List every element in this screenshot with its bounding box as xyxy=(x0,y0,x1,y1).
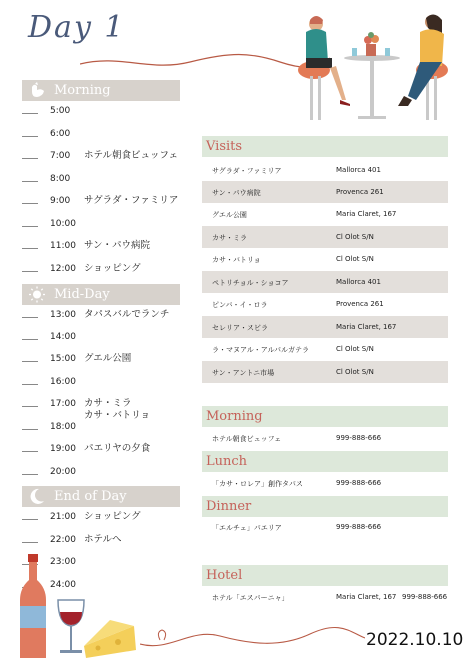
wine-cheese-illustration xyxy=(14,554,138,660)
time-row xyxy=(22,373,192,395)
hotel-name: ホテル「エスパーニャ」 xyxy=(212,594,289,602)
meal-row xyxy=(202,427,448,449)
time-label: 13:00 xyxy=(50,310,76,320)
activity-label: ホテルへ xyxy=(84,534,122,545)
time-row xyxy=(22,328,192,350)
meal-header-lunch: Lunch xyxy=(202,451,448,472)
visit-row xyxy=(202,181,448,203)
time-label: 8:00 xyxy=(50,174,71,184)
visit-address: Cl Olot S/N xyxy=(336,368,374,376)
time-label: 24:00 xyxy=(50,580,76,590)
time-row xyxy=(22,440,192,462)
moon-icon xyxy=(28,488,46,505)
time-label: 21:00 xyxy=(50,512,76,522)
time-label: 11:00 xyxy=(50,241,76,251)
visit-row xyxy=(202,226,448,248)
time-label: 9:00 xyxy=(50,196,71,206)
meal-header-morning: Morning xyxy=(202,406,448,427)
visit-address: Cl Olot S/N xyxy=(336,233,374,241)
section-label: Mid-Day xyxy=(54,287,110,302)
visit-row xyxy=(202,248,448,270)
visit-name: ペトリチョル・ショコア xyxy=(212,279,289,287)
activity-label: グエル公園 xyxy=(84,353,132,364)
meal-row xyxy=(202,472,448,494)
activity-label: ショッピング xyxy=(84,511,141,522)
meal-name: ホテル朝食ビュッフェ xyxy=(212,435,282,443)
time-row xyxy=(22,102,192,124)
time-row xyxy=(22,215,192,237)
cafe-illustration xyxy=(292,14,454,124)
visit-name: ピンバ・イ・ロラ xyxy=(212,301,268,309)
meal-row xyxy=(202,516,448,538)
visit-row xyxy=(202,316,448,338)
visit-row xyxy=(202,271,448,293)
time-label: 7:00 xyxy=(50,151,71,161)
section-header-midday xyxy=(22,284,180,305)
visit-address: Mallorca 401 xyxy=(336,278,381,286)
time-row xyxy=(22,306,192,328)
time-label: 18:00 xyxy=(50,422,76,432)
time-row xyxy=(22,531,192,553)
visit-address: Mallorca 401 xyxy=(336,166,381,174)
meal-name: 「エルチェ」パエリア xyxy=(212,524,282,532)
meal-phone: 999-888-666 xyxy=(336,479,382,487)
hotel-address: Maria Claret, 167 xyxy=(336,593,397,601)
visits-header: Visits xyxy=(202,136,448,157)
time-label: 19:00 xyxy=(50,444,76,454)
activity-label: サン・パウ病院 xyxy=(84,240,151,251)
time-label: 23:00 xyxy=(50,557,76,567)
visit-row xyxy=(202,361,448,383)
visit-name: サン・アントニ市場 xyxy=(212,369,275,377)
sun-icon xyxy=(28,286,46,303)
meal-name: 「カサ・ロレア」創作タパス xyxy=(212,480,303,488)
activity-label: サグラダ・ファミリア xyxy=(84,195,179,206)
time-row xyxy=(22,395,192,419)
meal-phone: 999-888-666 xyxy=(336,434,382,442)
time-row xyxy=(22,350,192,372)
visit-address: Maria Claret, 167 xyxy=(336,323,397,331)
visit-row xyxy=(202,203,448,225)
rooster-icon xyxy=(28,82,46,99)
visit-address: Cl Olot S/N xyxy=(336,345,374,353)
visit-address: Provenca 261 xyxy=(336,188,384,196)
visit-row xyxy=(202,338,448,360)
section-label: Morning xyxy=(54,83,111,98)
activity-label: パエリヤの夕食 xyxy=(84,443,151,454)
visit-name: サン・パウ病院 xyxy=(212,189,261,197)
visit-address: Provenca 261 xyxy=(336,300,384,308)
time-row xyxy=(22,125,192,147)
time-row xyxy=(22,192,192,214)
time-row xyxy=(22,147,192,169)
time-label: 20:00 xyxy=(50,467,76,477)
visit-address: Cl Olot S/N xyxy=(336,255,374,263)
visit-address: Maria Claret, 167 xyxy=(336,210,397,218)
meal-header-dinner: Dinner xyxy=(202,496,448,517)
time-row xyxy=(22,463,192,485)
hotel-header: Hotel xyxy=(202,565,448,586)
time-row xyxy=(22,508,192,530)
time-label: 5:00 xyxy=(50,106,71,116)
section-header-endofday xyxy=(22,486,180,507)
time-row xyxy=(22,418,192,440)
time-row xyxy=(22,237,192,259)
time-label: 16:00 xyxy=(50,377,76,387)
visit-name: セレリア・スビラ xyxy=(212,324,268,332)
visit-name: ラ・マヌアル・アルパルガテラ xyxy=(212,346,309,354)
time-label: 10:00 xyxy=(50,219,76,229)
activity-label: カサ・バトリョ xyxy=(84,410,151,421)
visit-name: カサ・バトリョ xyxy=(212,256,261,264)
time-row xyxy=(22,260,192,282)
activity-label: タパスバルでランチ xyxy=(84,309,170,320)
visit-name: カサ・ミラ xyxy=(212,234,247,242)
date-label: 2022.10.10 xyxy=(366,630,464,650)
time-label: 22:00 xyxy=(50,535,76,545)
time-label: 12:00 xyxy=(50,264,76,274)
activity-label: ショッピング xyxy=(84,263,141,274)
time-label: 6:00 xyxy=(50,129,71,139)
visit-name: グエル公園 xyxy=(212,211,247,219)
time-label: 17:00 xyxy=(50,399,76,409)
section-label: End of Day xyxy=(54,489,127,504)
page-title: Day 1 xyxy=(28,10,126,45)
time-label: 15:00 xyxy=(50,354,76,364)
visit-row xyxy=(202,293,448,315)
visit-name: サグラダ・ファミリア xyxy=(212,167,282,175)
meal-phone: 999-888-666 xyxy=(336,523,382,531)
visit-row xyxy=(202,159,448,181)
hotel-phone: 999-888-666 xyxy=(402,593,448,601)
activity-label: カサ・ミラ xyxy=(84,398,132,409)
activity-label: ホテル朝食ビュッフェ xyxy=(84,150,179,161)
time-label: 14:00 xyxy=(50,332,76,342)
section-header-morning xyxy=(22,80,180,101)
bottom-flourish xyxy=(140,622,365,652)
time-row xyxy=(22,170,192,192)
hotel-row xyxy=(202,586,448,608)
